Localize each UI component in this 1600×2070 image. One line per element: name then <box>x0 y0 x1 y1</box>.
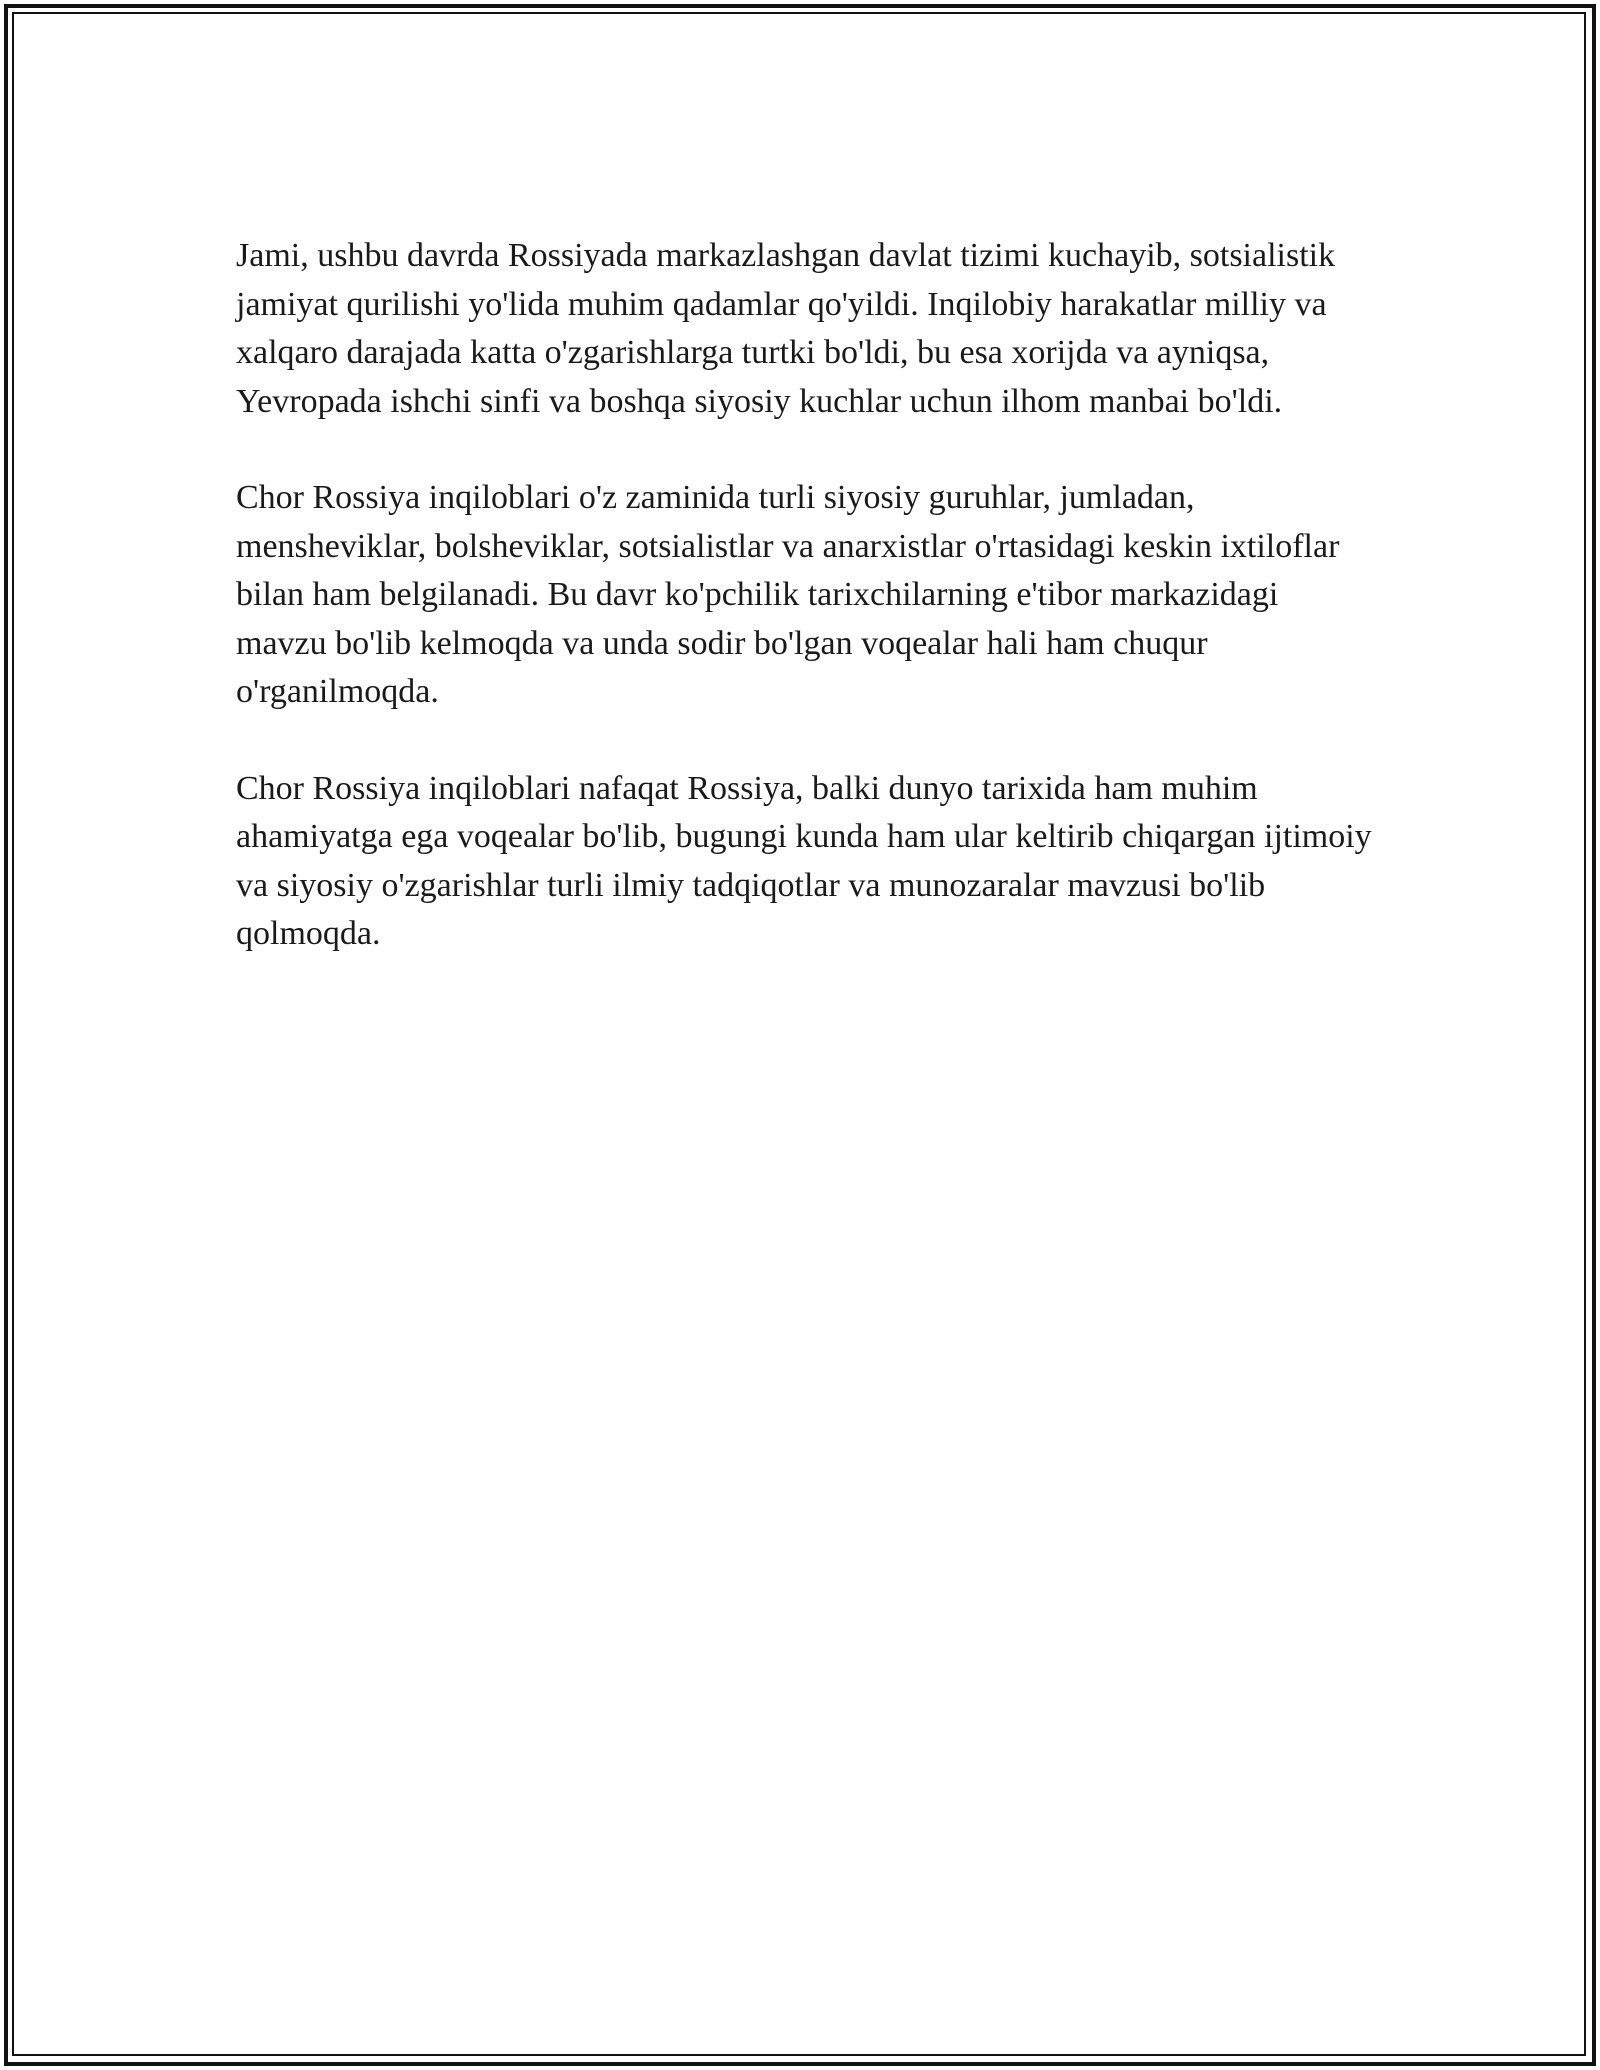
paragraph-2: Chor Rossiya inqiloblari o'z zaminida turli siyosiy guruhlar, jumladan, mensheviklar, bolsheviklar, sotsialistlar va anarxistlar o'rtasidagi keskin ixtiloflar bilan ham belgilanadi. Bu davr ko'pchilik tarixchilarning e'tibor markazidagi mavzu bo'lib kelmoqda va unda sodir bo'lgan voqealar hali ham chuqur o'rganilmoqda. <box>236 479 1340 710</box>
paragraph-1: Jami, ushbu davrda Rossiyada markazlashgan davlat tizimi kuchayib, sotsialistik jamiyat qurilishi yo'lida muhim qadamlar qo'yildi. Inqilobiy harakatlar milliy va xalqaro darajada katta o'zgarishlarga turtki bo'ldi, bu esa xorijda va ayniqsa, Yevropada ishchi sinfi va boshqa siyosiy kuchlar uchun ilhom manbai bo'ldi. <box>236 237 1336 420</box>
document-body <box>236 232 1376 1007</box>
paragraph-3: Chor Rossiya inqiloblari nafaqat Rossiya, balki dunyo tarixida ham muhim ahamiyatga ega voqealar bo'lib, bugungi kunda ham ular keltirib chiqargan ijtimoiy va siyosiy o'zgarishlar turli ilmiy tadqiqotlar va munozaralar mavzusi bo'lib qolmoqda. <box>236 769 1372 952</box>
